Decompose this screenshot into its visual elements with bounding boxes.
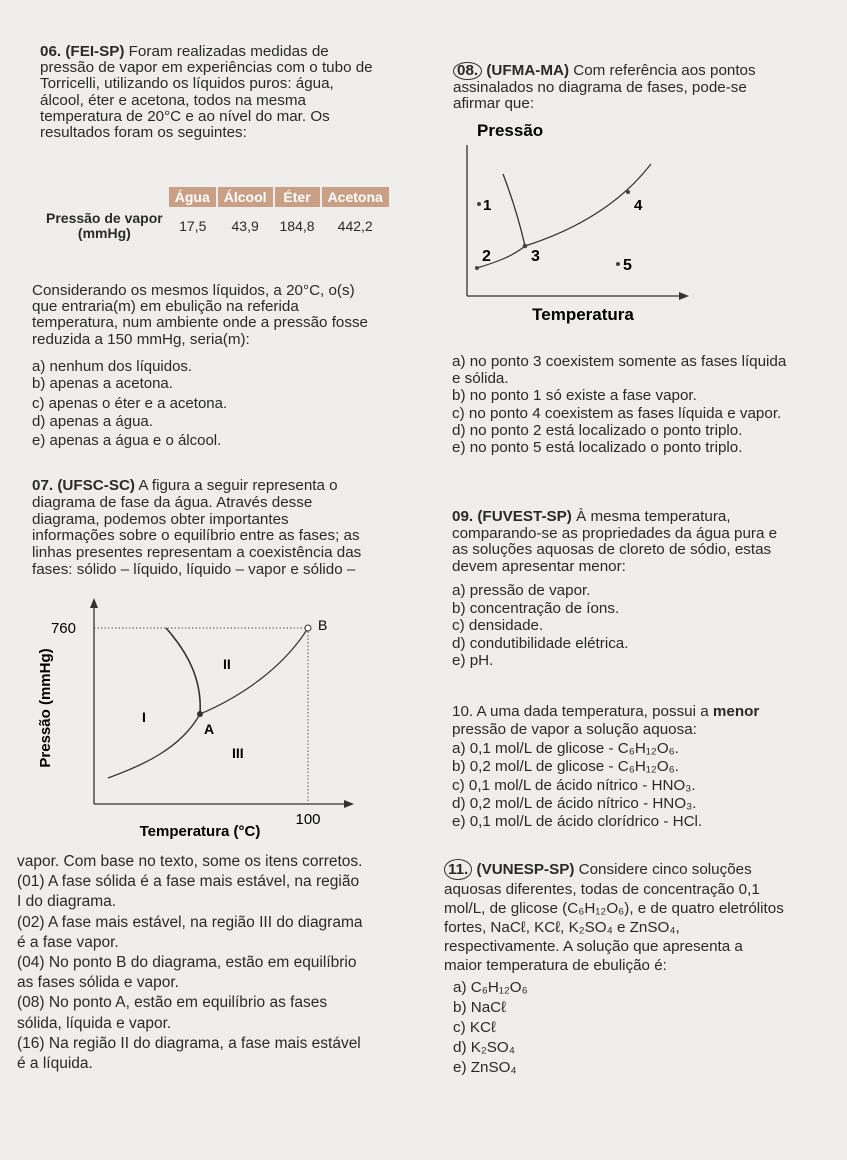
generic-phase-diagram [455, 112, 695, 327]
q06-line: pressão de vapor em experiências com o tubo de [40, 59, 373, 77]
q07-number: 07. [32, 477, 54, 494]
q06-line: resultados foram os seguintes: [40, 124, 247, 142]
y-tick-760: 760 [50, 620, 76, 637]
q06-option-e: e) apenas a água e o álcool. [32, 432, 222, 449]
q08-source: (UFMA-MA) [486, 62, 570, 79]
q10-option-d: d) 0,2 mol/L de ácido nítrico - HNO₃. [452, 795, 697, 813]
x-axis-label: Temperatura (°C) [139, 823, 261, 840]
q06-question-line: temperatura, num ambiente onde a pressão fosse [32, 314, 369, 332]
region-1-label: I [142, 709, 146, 725]
q11-option-b: b) NaCℓ [453, 999, 507, 1016]
q07-item-line: sólida, líquida e vapor. [17, 1014, 172, 1032]
q07-source: (UFSC-SC) [57, 477, 135, 494]
q10-option-b: b) 0,2 mol/L de glicose - C₆H₁₂O₆. [452, 758, 679, 776]
row-label-line: Pressão de vapor [46, 210, 163, 226]
q07-item-line: (04) No ponto B do diagrama, estão em equilíbrio [17, 954, 357, 972]
vaporization-curve [200, 628, 308, 714]
q08-option-d: d) no ponto 2 está localizado o ponto triplo. [452, 421, 743, 439]
q11-line: Considere cinco soluções [578, 861, 752, 878]
point-b-label: B [318, 617, 328, 633]
q11-line: maior temperatura de ebulição é: [444, 957, 667, 974]
q06-question-line: Considerando os mesmos líquidos, a 20°C, o(s) [32, 282, 355, 299]
table-cell: 184,8 [279, 218, 315, 234]
q08-option-b: b) no ponto 1 só existe a fase vapor. [452, 387, 697, 405]
q07-item-line: é a fase vapor. [17, 933, 119, 951]
q09-line: À mesma temperatura, [576, 508, 731, 525]
q06-line: Torricelli, utilizando os líquidos puros: água, [40, 75, 334, 93]
q10-statement [452, 703, 759, 832]
fusion-curve [503, 174, 525, 246]
q08-statement [453, 62, 756, 113]
point-b-marker [305, 625, 311, 631]
q06-number: 06. [40, 43, 62, 60]
q09-line: devem apresentar menor: [452, 557, 626, 575]
q06-source: (FEI-SP) [65, 43, 125, 60]
q06-option-c: c) apenas o éter e a acetona. [32, 395, 228, 412]
q07-line: A figura a seguir representa o [138, 477, 338, 494]
q08-line: afirmar que: [453, 95, 535, 113]
q11-statement [444, 859, 784, 975]
q11-line: fortes, NaCℓ, KCℓ, K₂SO₄ e ZnSO₄, [444, 919, 680, 936]
q08-line: Com referência aos pontos [573, 62, 756, 79]
q08-line: assinalados no diagrama de fases, pode-se [453, 79, 747, 97]
y-axis-label: Pressão (mmHg) [37, 648, 54, 768]
q11-option-a: a) C₆H₁₂O₆ [453, 979, 528, 996]
q09-option-d: d) condutibilidade elétrica. [452, 634, 629, 652]
point-1-label: 1 [483, 197, 492, 214]
q06-option-d: d) apenas a água. [32, 413, 153, 430]
y-axis-arrow-icon [90, 598, 98, 608]
region-3-label: III [232, 745, 244, 761]
q07-item-line: (08) No ponto A, estão em equilíbrio as fases [17, 994, 328, 1012]
q10-prefix: 10. A uma dada temperatura, possui a [452, 703, 713, 720]
q11-option-c: c) KCℓ [453, 1019, 496, 1036]
x-tick-100: 100 [295, 811, 321, 828]
q10-line: pressão de vapor a solução aquosa: [452, 721, 697, 739]
q11-number: 11. [444, 859, 472, 880]
point-4-dot [626, 190, 630, 194]
table-header-eter: Éter [274, 187, 321, 207]
x-axis-arrow-icon [679, 292, 689, 300]
q11-source: (VUNESP-SP) [476, 861, 575, 878]
q06-line: temperatura de 20°C e ao nível do mar. Os [40, 107, 330, 125]
q10-emphasis: menor [712, 703, 760, 720]
sublimation-curve [108, 714, 200, 778]
q07-line: linhas presentes representam a coexistência das [32, 544, 362, 562]
water-phase-diagram [30, 590, 360, 848]
q06-statement [40, 44, 373, 141]
point-3-dot [523, 244, 528, 249]
point-2-label: 2 [482, 248, 491, 265]
q08-option-e: e) no ponto 5 está localizado o ponto triplo. [452, 439, 743, 457]
q06-question [32, 283, 368, 348]
region-2-label: II [223, 656, 231, 672]
q09-option-b: b) concentração de íons. [452, 599, 620, 617]
table-header-agua: Água [169, 187, 217, 207]
point-1-dot [477, 202, 481, 206]
q07-item-line: vapor. Com base no texto, some os itens corretos. [17, 853, 363, 870]
q06-option-b: b) apenas a acetona. [32, 375, 173, 392]
q09-statement [452, 509, 777, 575]
x-axis-arrow-icon [344, 800, 354, 808]
point-5-dot [616, 262, 620, 266]
q09-line: as soluções aquosas de cloreto de sódio, estas [452, 541, 772, 558]
q06-question-line: reduzida a 150 mmHg, seria(m): [32, 330, 250, 348]
q07-item-line: I do diagrama. [17, 893, 117, 911]
table-header-acetona: Acetona [321, 187, 390, 207]
point-4-label: 4 [634, 197, 643, 214]
temperature-label: Temperatura [532, 305, 634, 324]
q08-option-a-cont: e sólida. [452, 370, 509, 388]
q07-line: diagrama de fase da água. Através desse [32, 493, 313, 511]
q11-line: mol/L, de glicose (C₆H₁₂O₆), e de quatro eletrólitos [444, 900, 784, 917]
fusion-curve [166, 628, 200, 714]
table-header-alcool: Álcool [217, 187, 274, 207]
pressure-label: Pressão [477, 121, 544, 140]
q11-line: respectivamente. A solução que apresenta a [444, 938, 743, 955]
point-5-label: 5 [623, 257, 632, 274]
point-a-marker [197, 711, 203, 717]
q09-option-a: a) pressão de vapor. [452, 582, 591, 599]
q07-line: informações sobre o equilíbrio entre as fases; as [32, 527, 360, 545]
q07-items [17, 852, 363, 1074]
vapor-pressure-table [40, 187, 391, 245]
q10-option-e: e) 0,1 mol/L de ácido clorídrico - HCl. [452, 813, 703, 831]
q08-number: 08. [453, 62, 482, 80]
q06-question-line: que entraria(m) em ebulição na referida [32, 298, 299, 316]
q11-line: aquosas diferentes, todas de concentração 0,1 [444, 881, 760, 898]
q07-item-line: (16) Na região II do diagrama, a fase mais estável [17, 1034, 361, 1052]
q06-line: álcool, éter e acetona, todos na mesma [40, 91, 306, 109]
q11-option-e: e) ZnSO₄ [453, 1059, 517, 1076]
q07-item-line: (01) A fase sólida é a fase mais estável, na região [17, 873, 360, 891]
row-label-unit: (mmHg) [77, 225, 131, 241]
q06-option-a: a) nenhum dos líquidos. [32, 358, 193, 375]
q07-item-line: é a líquida. [17, 1055, 93, 1073]
table-cell: 17,5 [179, 218, 207, 234]
q08-option-c: c) no ponto 4 coexistem as fases líquida e vapor. [452, 404, 782, 422]
q10-option-a: a) 0,1 mol/L de glicose - C₆H₁₂O₆. [452, 739, 679, 757]
table-row-label [40, 207, 169, 245]
q09-option-e: e) pH. [452, 652, 494, 669]
q09-source: (FUVEST-SP) [477, 508, 572, 525]
table-cell: 442,2 [337, 218, 373, 234]
q09-option-c: c) densidade. [452, 617, 544, 634]
point-3-label: 3 [531, 248, 540, 265]
point-a-label: A [204, 721, 215, 737]
q09-number: 09. [452, 508, 474, 525]
q10-option-c: c) 0,1 mol/L de ácido nítrico - HNO₃. [452, 776, 696, 794]
vaporization-curve [525, 164, 651, 246]
q09-line: comparando-se as propriedades da água pura e [452, 524, 778, 542]
curve-start-dot [475, 266, 479, 270]
q07-line: diagrama, podemos obter importantes [32, 510, 289, 528]
q07-item-line: (02) A fase mais estável, na região III do diagrama [17, 913, 363, 931]
q09-options [452, 582, 628, 670]
q07-line: fases: sólido – líquido, líquido – vapor e sólido – [32, 560, 356, 578]
q06-line: Foram realizadas medidas de [128, 43, 329, 60]
q08-option-a: a) no ponto 3 coexistem somente as fases líquida [452, 353, 787, 370]
q11-option-d: d) K₂SO₄ [453, 1039, 515, 1056]
q07-item-line: as fases sólida e vapor. [17, 974, 179, 992]
q08-options [452, 353, 786, 456]
q11-options [453, 978, 528, 1078]
table-cell: 43,9 [231, 218, 259, 234]
q07-statement [32, 478, 361, 579]
